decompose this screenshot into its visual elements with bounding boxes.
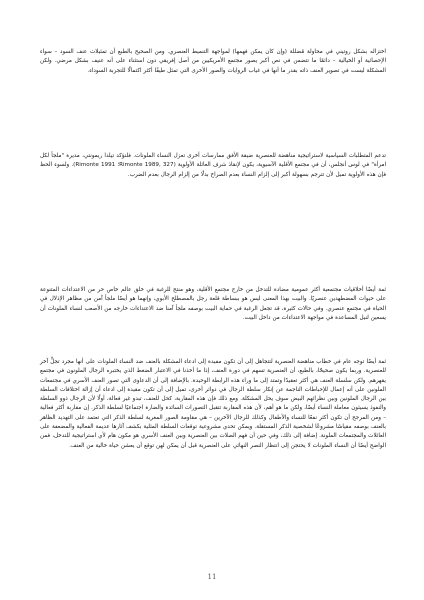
- paragraph-1: اختزاله بشكل روتيني في محاولة مُضللة (وإن كان يمكن فهمها) لمواجهة التنميط العنصري. ومن الصحيح بالطبع أن تمثيلات عنف السود – سواء الإحصائية أو الخيالية – دائمًا ما تتضمن في نص أكبر يصور مجتمع الأمريكيين من أصل إفريقي دون استثناء على أنه عنيف بشكل مرضي. ولكن المشكلة ليست في تصوير العنف ذاته بقدر ما أنها في غياب الروايات والصور الأخرى التي تمثل طيفًا أكثر اكتمالًا للتجربة السوداء.: [40, 49, 386, 74]
- paragraph-3: ثمة أيضًا أخلاقيات مجتمعية أكثر عمومية مضادة للتدخل من خارج مجتمع الأقلية، وهو منتج للرغبة في خلق عالم خاص حر من الاعتداءات المتنوعة على حيوات المضطهدين عنصريًا. والبيت بهذا المعنى ليس هو ببساطة قلعة رجل بالمصطلح الأبوي، وإنهما هو أيضًا ملجأ آمن من مظاهر الإذلال في الحياة في مجتمع عنصري. وفي حالات كثيرة، قد تجعل الرغبة في حماية البيت بوصفه ملجأ آمنا ضد الاعتداءات خارجه من الأصعب لنساء الملونات أن يسعين لنيل المساعدة في مواجهة الاعتداءات من داخل البيت.: [40, 287, 386, 321]
- paragraph-2: تدعم المتطلبات السياسية لاستراتيجية مناهضة للعنصرية ضيقة الأفق ممارسات أخرى تعزل النساء الملونات. فلنؤكد تيلدا ريمونتي، مديرة "ملجأ لكل امرأة" في لوس أنجلس، أن في مجتمع الأقلية الآسيوية، يكون لإنقاذ شرف العائلة الأولوية (Rimonte 1989, 327؛ Rimonte 1991). ولسوء الحظ فإن هذه الأولوية تميل لأن تترجم بسهولة أكبر إلى إلزام النساء بعدم الصراخ بدلًا من إلزام الرجال بعدم الضرب.: [40, 153, 387, 178]
- paragraph-4: ثمة أيضًا توجه عام في خطاب مناهضة العنصرية لتتجاهل إلى أن تكون مفيدة إلى ادعاء المشكلة بالعنف ضد النساء الملونات على أنها مجرد تجلٍّ آخر للعنصرية. وربما يكون صحيحًا، بالطبع، أن العنصرية تسهم في دورة العنف، إذا ما أخذنا في الاعتبار الضغط الذي يختبره الرجال الملونون في مجتمع يقهرهم. ولكن سلسلة العنف هي أكثر تعقيدًا وتمتد إلى ما وراء هذه الرابطة الوحيدة. بالإضافة إلى أن الدعاوى التي تصور العنف الأسري في مجتمعات الملونين على أنه إعمال للإحباطات الناجمة عن إنكار سلطة الرجال في دوائر أخرى، تميل إلى أن تكون مقيدة إلى ادعاء أن إزالة اختلافات السلطة بين الرجال الملونين وبين نظرائهم البيض سوف يحل المشكلة. ومع ذلك فإن هذه المقاربة، كحل للعنف، تبدو غير فعالة، أولًا لأن الرجال ذوو السلطة والنفوذ يسيئون معاملة النساء أيضًا، ولكن ما هو أهم، لأن هذه المقاربة تتقبل التصورات السائدة والضارة اجتماعيًا لسلطة الذكر. إن مقاربة أكثر فعالية – ومن المرجح أن تكون أكثر نفعًا للنساء والأطفال وكذلك للرجال الآخرين – هي مقاومة الصور المغرية لسلطة الذكر التي تعتمد على التهديد الظاهر بالعنف بوصفه مقياسًا مشروعًا لشخصية الذكر المستقلة. ويمكن تحدي مشروعية توقعات السلطة المثلية بكشف آثارها عديمة الفعالية والمضعفة على العائلات والمجتمعات الملونة. إضافة إلى ذلك، وفي حين أن فهم الصلات بين العنصرية وبين العنف الأسري هو مكون هام لأي استراتيجية للتدخل، فمن الواضح أيضًا أن النساء الملونات لا يحتجن إلى انتظار النصر النهائي على العنصرية قبل أن يمكن لهن توقع أن يعشن حياة خالية من العنف.: [40, 359, 386, 449]
- page-number: 11: [207, 573, 217, 581]
